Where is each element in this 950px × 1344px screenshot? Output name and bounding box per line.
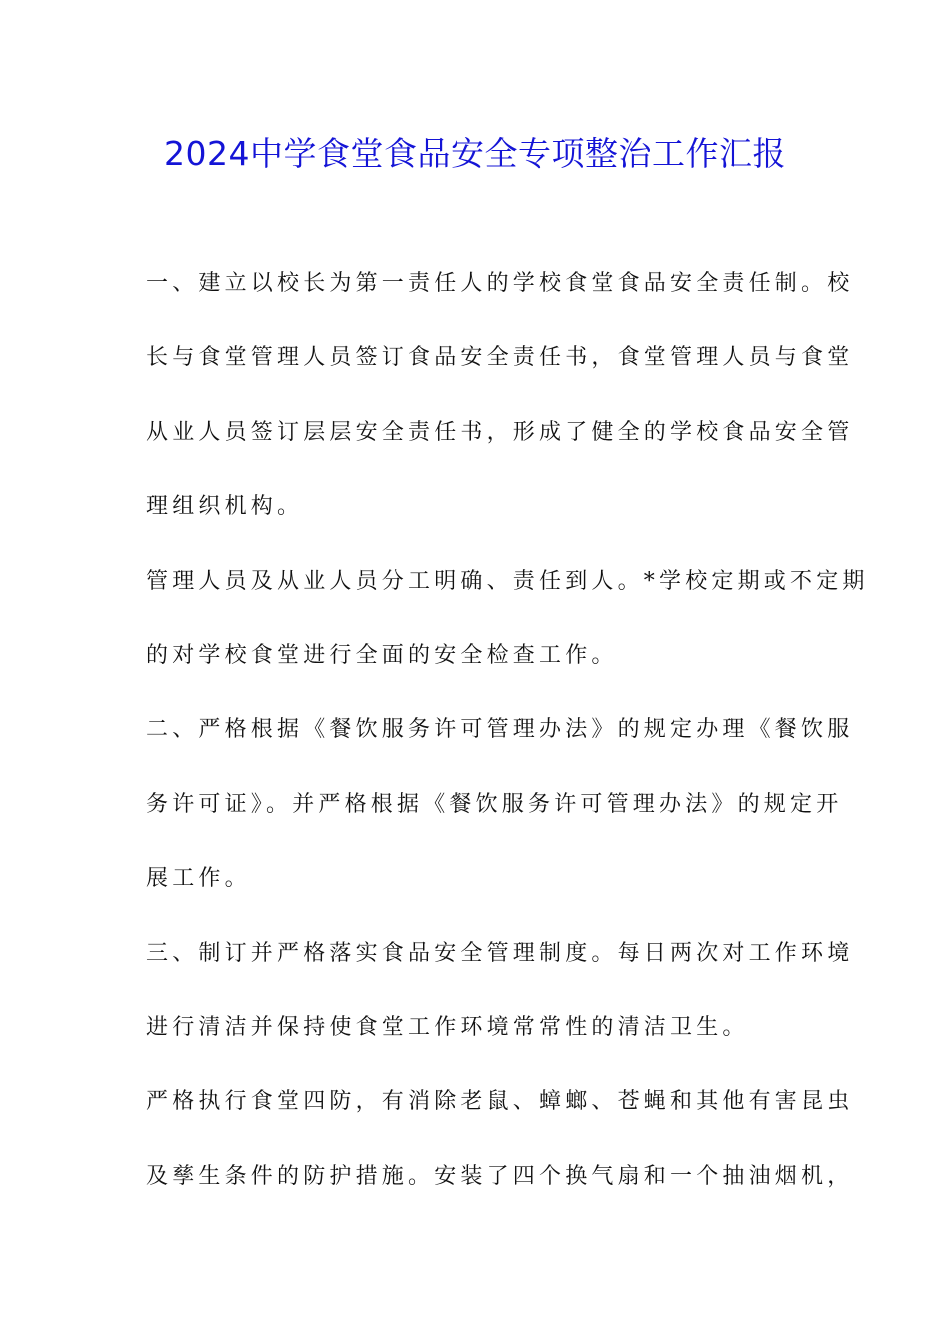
document-title: 2024中学食堂食品安全专项整治工作汇报 xyxy=(164,134,786,173)
body-line: 从业人员签订层层安全责任书，形成了健全的学校食品安全管 xyxy=(146,419,854,445)
body-line: 展工作。 xyxy=(146,866,251,892)
body-line: 长与食堂管理人员签订食品安全责任书，食堂管理人员与食堂 xyxy=(146,345,854,371)
body-line: 严格执行食堂四防，有消除老鼠、蟑螂、苍蝇和其他有害昆虫 xyxy=(146,1089,854,1115)
body-line: 三、制订并严格落实食品安全管理制度。每日两次对工作环境 xyxy=(146,940,854,966)
body-line: 一、建立以校长为第一责任人的学校食堂食品安全责任制。校 xyxy=(146,271,854,296)
document-body xyxy=(146,262,869,1229)
body-line: 管理人员及从业人员分工明确、责任到人。*学校定期或不定期 xyxy=(146,568,869,594)
body-line: 理组织机构。 xyxy=(146,494,304,520)
body-line: 进行清洁并保持使食堂工作环境常常性的清洁卫生。 xyxy=(146,1014,749,1040)
body-line: 二、严格根据《餐饮服务许可管理办法》的规定办理《餐饮服 xyxy=(146,717,854,743)
body-line: 的对学校食堂进行全面的安全检查工作。 xyxy=(146,642,618,668)
body-line: 及孳生条件的防护措施。安装了四个换气扇和一个抽油烟机， xyxy=(146,1163,854,1189)
body-line: 务许可证》。并严格根据《餐饮服务许可管理办法》的规定开 xyxy=(146,791,843,817)
